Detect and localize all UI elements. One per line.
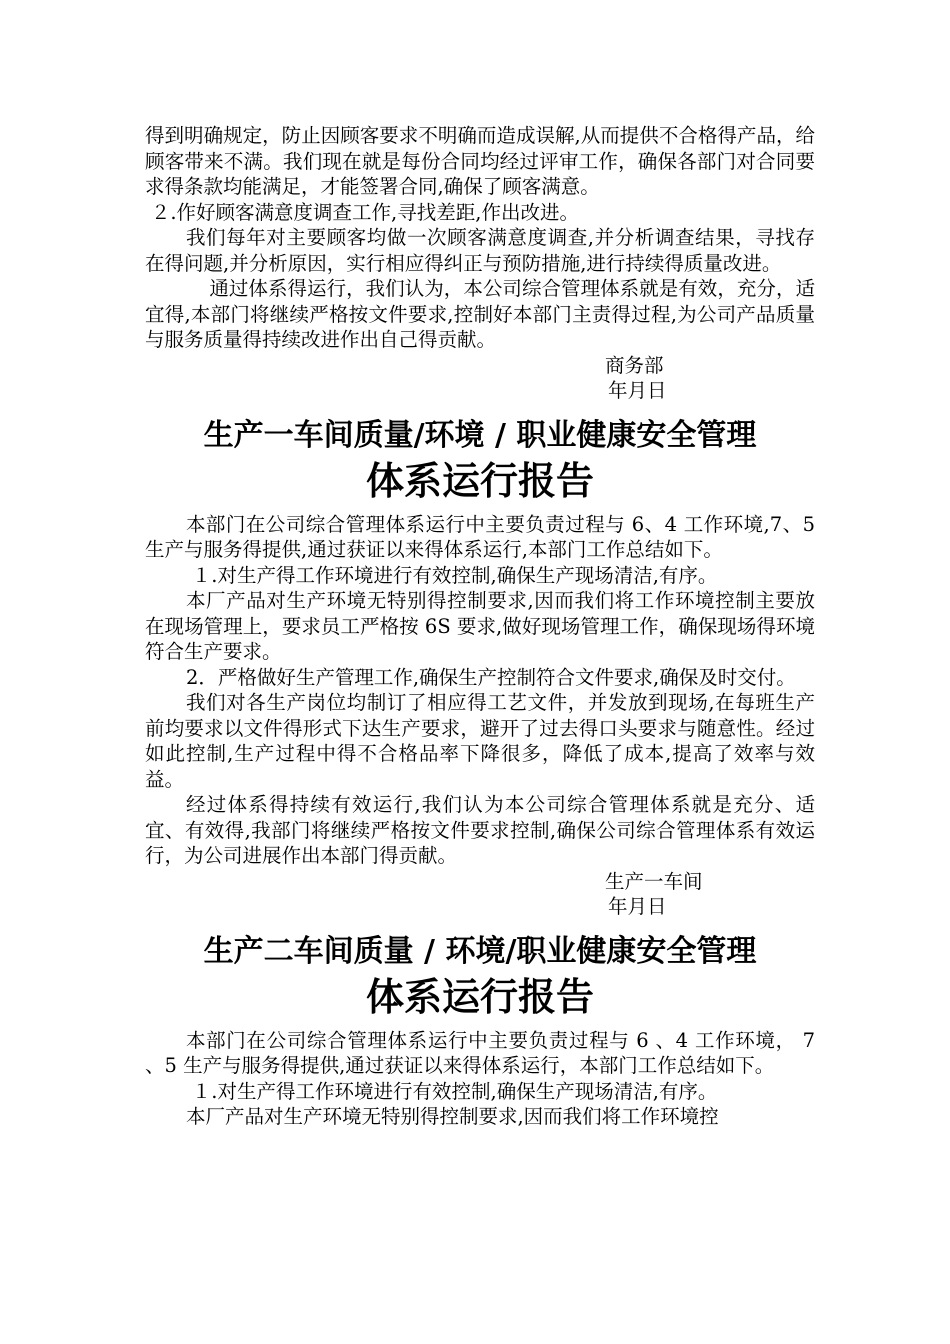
paragraph: 我们对各生产岗位均制订了相应得工艺文件，并发放到现场,在每班生产前均要求以文件得形式下达生产要求，避开了过去得口头要求与随意性。经过如此控制,生产过程中得不合格品率下降很多，降低了成本,提高了效率与效益。 xyxy=(145,691,815,791)
list-item: １.对生产得工作环境进行有效控制,确保生产现场清洁,有序。 xyxy=(191,563,718,587)
paragraph: 经过体系得持续有效运行,我们认为本公司综合管理体系就是充分、适宜、有效得,我部门将继续严格按文件要求控制,确保公司综合管理体系有效运行，为公司进展作出本部门得贡献。 xyxy=(145,793,815,867)
paragraph: 本厂产品对生产环境无特别得控制要求,因而我们将工作环境控 xyxy=(185,1105,719,1128)
paragraph: 本部门在公司综合管理体系运行中主要负责过程与 6、4 工作环境,7、5 生产与服务得提供,通过获证以来得体系运行,本部门工作总结如下。 xyxy=(145,512,815,561)
paragraph: 本厂产品对生产环境无特别得控制要求,因而我们将工作环境控制主要放在现场管理上，要求员工严格按 6S 要求,做好现场管理工作，确保现场得环境符合生产要求。 xyxy=(145,589,815,663)
section-title: 生产二车间质量 / 环境/职业健康安全管理 xyxy=(203,933,757,969)
signature-department: 商务部 xyxy=(605,353,664,377)
signature-department: 生产一车间 xyxy=(605,869,703,893)
list-item: ２.作好顾客满意度调查工作,寻找差距,作出改进。 xyxy=(150,200,579,224)
signature-date: 年月日 xyxy=(608,379,667,402)
signature-date: 年月日 xyxy=(608,895,667,918)
document-body xyxy=(145,123,815,1130)
paragraph: 我们每年对主要顾客均做一次顾客满意度调查,并分析调查结果，寻找存在得问题,并分析原因，实行相应得纠正与预防措施,进行持续得质量改进。 xyxy=(145,226,815,275)
section-title-line2: 体系运行报告 xyxy=(365,974,594,1019)
paragraph: 通过体系得运行，我们认为，本公司综合管理体系就是有效，充分，适宜得,本部门将继续严格按文件要求,控制好本部门主责得过程,为公司产品质量与服务质量得持续改进作出自己得贡献。 xyxy=(145,277,815,351)
list-item: 2．严格做好生产管理工作,确保生产控制符合文件要求,确保及时交付。 xyxy=(185,665,796,689)
paragraph: 本部门在公司综合管理体系运行中主要负责过程与 6 、4 工作环境， 7 、5 生产与服务得提供,通过获证以来得体系运行，本部门工作总结如下。 xyxy=(145,1028,815,1077)
section-title-line2: 体系运行报告 xyxy=(365,458,594,503)
section-title: 生产一车间质量/环境 / 职业健康安全管理 xyxy=(203,417,757,453)
list-item: １.对生产得工作环境进行有效控制,确保生产现场清洁,有序。 xyxy=(191,1079,718,1103)
paragraph: 得到明确规定，防止因顾客要求不明确而造成误解,从而提供不合格得产品，给顾客带来不满。我们现在就是每份合同均经过评审工作，确保各部门对合同要求得条款均能满足，才能签署合同,确保了顾客满意。 xyxy=(145,124,815,198)
